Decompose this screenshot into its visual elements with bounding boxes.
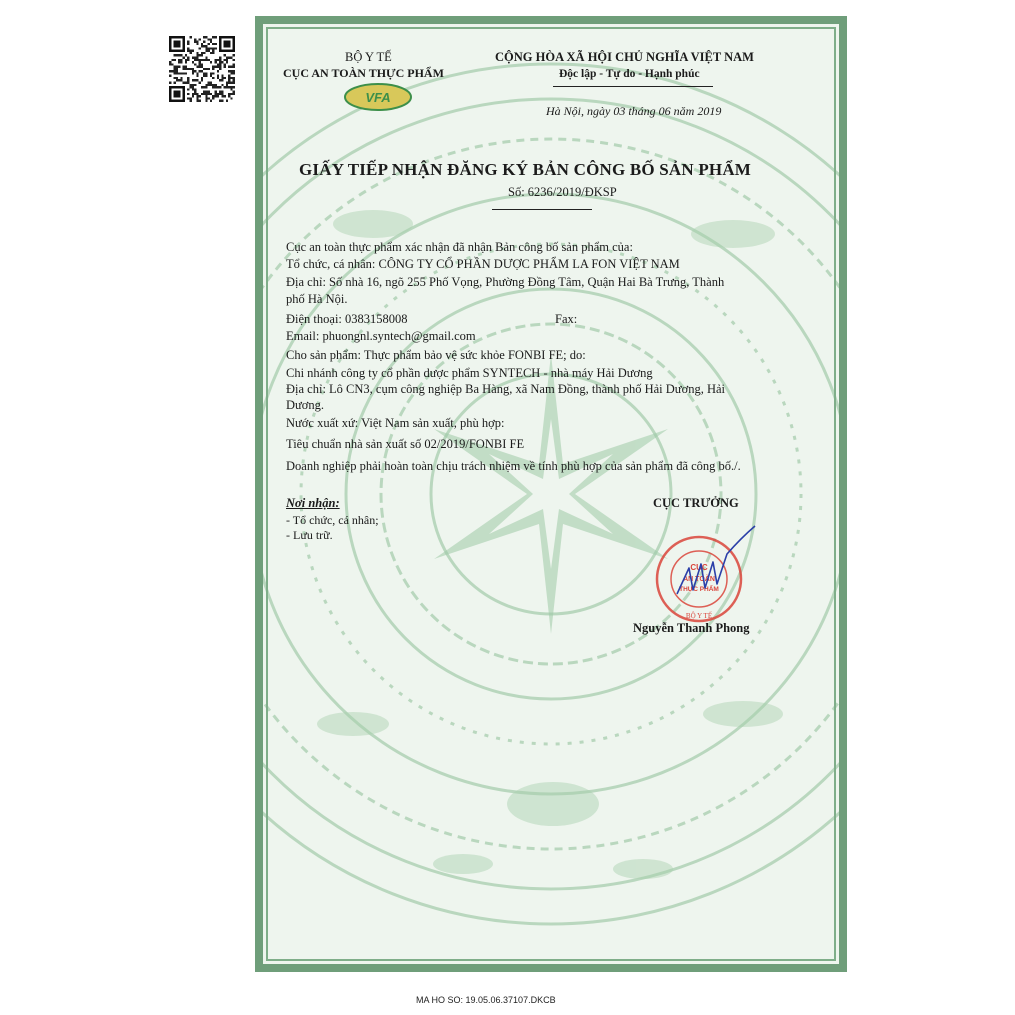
- agency-name: CỤC AN TOÀN THỰC PHẨM: [283, 66, 444, 80]
- motto-underline: [553, 86, 713, 87]
- vfa-logo-text: VFA: [365, 90, 391, 105]
- signer-position: CỤC TRƯỞNG: [653, 496, 739, 510]
- issue-date: Hà Nội, ngày 03 tháng 06 năm 2019: [546, 104, 722, 118]
- signer-name: Nguyễn Thanh Phong: [633, 621, 750, 635]
- origin-line: Nước xuất xứ: Việt Nam sản xuất, phù hợp:: [286, 416, 505, 430]
- standard-line: Tiêu chuẩn nhà sản xuất số 02/2019/FONBI FE: [286, 437, 525, 451]
- email-line: Email: phuongnl.syntech@gmail.com: [286, 329, 476, 343]
- address-line-2: phố Hà Nội.: [286, 292, 348, 306]
- factory-address-line-2: Dương.: [286, 398, 325, 412]
- dossier-code: MA HO SO: 19.05.06.37107.DKCB: [416, 995, 556, 1005]
- recipient-item: - Lưu trữ.: [286, 528, 333, 542]
- recipient-item: - Tổ chức, cá nhân;: [286, 513, 379, 527]
- responsibility-line: Doanh nghiệp phải hoàn toàn chịu trách nhiệm về tính phù hợp của sản phẩm đã công bố./.: [286, 459, 741, 473]
- organization-line: Tổ chức, cá nhân: CÔNG TY CỔ PHẦN DƯỢC PHẨM LA FON VIỆT NAM: [286, 257, 680, 271]
- title-underline: [492, 209, 592, 210]
- official-stamp: [649, 524, 759, 624]
- vfa-logo: [343, 82, 413, 112]
- recipients-label: Nơi nhận:: [286, 496, 340, 510]
- stamp-top-text: CỤC: [690, 563, 708, 572]
- document-number: Số: 6236/2019/ĐKSP: [508, 185, 617, 199]
- certificate-paper: [263, 24, 839, 964]
- stamp-mid-text: AN TOÀN: [683, 576, 715, 583]
- manufacturer-line: Chi nhánh công ty cổ phần dược phẩm SYNTECH - nhà máy Hải Dương: [286, 366, 653, 380]
- certificate: [255, 16, 847, 972]
- factory-address-line-1: Địa chỉ: Lô CN3, cụm công nghiệp Ba Hàng, xã Nam Đồng, thành phố Hải Dương, Hải: [286, 382, 725, 396]
- ministry-name: BỘ Y TẾ: [345, 50, 392, 64]
- product-line: Cho sản phẩm: Thực phẩm bảo vệ sức khỏe FONBI FE; do:: [286, 348, 586, 362]
- intro-line: Cục an toàn thực phẩm xác nhận đã nhận Bản công bố sản phẩm của:: [286, 240, 633, 254]
- qr-code-icon: [166, 36, 238, 102]
- handwritten-signature: [677, 526, 755, 594]
- stamp-ring-text: BỘ Y TẾ: [685, 612, 713, 620]
- qr-code: [166, 36, 238, 102]
- stamp-bottom-text: THỰC PHẨM: [679, 586, 719, 593]
- address-line-1: Địa chỉ: Số nhà 16, ngõ 255 Phố Vọng, Phường Đồng Tâm, Quận Hai Bà Trưng, Thành: [286, 275, 725, 289]
- national-motto: Độc lập - Tự do - Hạnh phúc: [559, 68, 700, 80]
- fax-line: Fax:: [555, 312, 578, 326]
- phone-line: Điện thoại: 0383158008: [286, 312, 408, 326]
- republic-name: CỘNG HÒA XÃ HỘI CHỦ NGHĨA VIỆT NAM: [495, 50, 754, 64]
- certificate-title: GIẤY TIẾP NHẬN ĐĂNG KÝ BẢN CÔNG BỐ SẢN PHẨM: [299, 160, 752, 179]
